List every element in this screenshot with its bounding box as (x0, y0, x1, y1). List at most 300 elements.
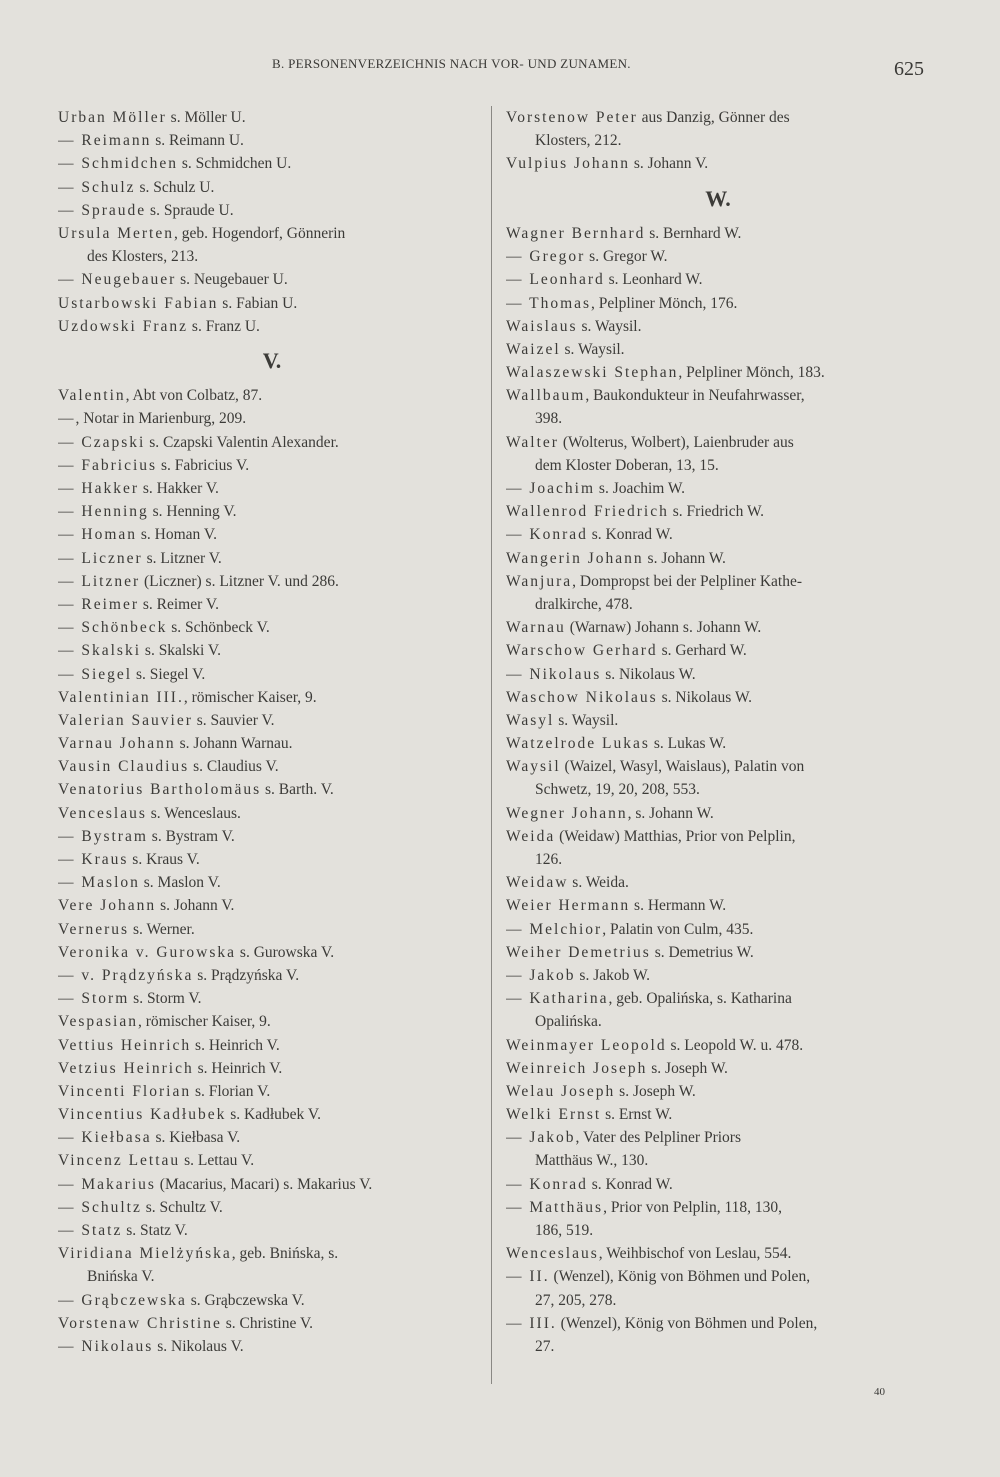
printer-signature: 40 (874, 1386, 885, 1398)
index-entry (506, 1057, 930, 1080)
entry-name: — II. (506, 1268, 550, 1286)
entry-reference: s. Konrad W. (587, 1175, 673, 1193)
index-subentry (58, 199, 486, 222)
entry-reference: s. Homan V. (137, 526, 217, 544)
index-subentry (58, 500, 486, 523)
index-entry-continuation (506, 454, 930, 477)
entry-reference: 186, 519. (535, 1222, 594, 1240)
index-entry (506, 500, 930, 523)
entry-name: Wallenrod Friedrich (506, 503, 669, 521)
entry-name: — Bystram (58, 827, 148, 845)
index-entry (58, 686, 486, 709)
entry-name: — Schönbeck (58, 619, 168, 637)
index-subentry (58, 129, 486, 152)
entry-reference: s. Nikolaus V. (153, 1337, 244, 1355)
entry-reference: Klosters, 212. (535, 132, 622, 150)
index-entry (506, 152, 930, 175)
right-column (506, 106, 930, 1358)
entry-name: Warnau (506, 619, 566, 637)
entry-reference: s. Reimer V. (139, 595, 219, 613)
entry-reference: s. Joseph W. (647, 1059, 728, 1077)
index-subentry (58, 454, 486, 477)
entry-reference: Matthäus W., 130. (535, 1152, 649, 1170)
index-entry (506, 639, 930, 662)
entry-reference: 126. (535, 851, 563, 869)
entry-reference: , Palatin von Culm, 435. (602, 920, 754, 938)
entry-reference: (Liczner) s. Litzner V. und 286. (140, 572, 339, 590)
entry-reference: s. Schulz U. (135, 178, 215, 196)
entry-name: — III. (506, 1314, 557, 1332)
entry-name: — Jakob (506, 966, 576, 984)
index-entry (506, 1034, 930, 1057)
entry-reference: , Vater des Pelpliner Priors (575, 1129, 741, 1147)
entry-name: — Nikolaus (506, 665, 602, 683)
entry-name: Wegner Johann (506, 804, 628, 822)
entry-name: Valentinian III. (58, 688, 184, 706)
index-subentry (58, 964, 486, 987)
entry-reference: s. Statz V. (122, 1222, 188, 1240)
index-entry (58, 1080, 486, 1103)
entry-reference: s. Gerhard W. (657, 642, 747, 660)
index-entry (58, 732, 486, 755)
entry-reference: s. Waysil. (554, 711, 619, 729)
index-entry (506, 570, 930, 593)
entry-name: Welau Joseph (506, 1082, 616, 1100)
entry-name: — Reimann (58, 132, 152, 150)
index-entry-continuation (58, 245, 486, 268)
index-subentry (58, 663, 486, 686)
index-entry (506, 547, 930, 570)
entry-name: — Melchior (506, 920, 603, 938)
entry-reference: , Pelpliner Mönch, 183. (678, 364, 825, 382)
entry-name: Weinreich Joseph (506, 1059, 648, 1077)
index-entry (58, 1149, 486, 1172)
index-entry (506, 686, 930, 709)
index-subentry (58, 848, 486, 871)
index-entry (58, 292, 486, 315)
entry-reference: , Abt von Colbatz, 87. (125, 387, 263, 405)
entry-name: Vausin Claudius (58, 758, 190, 776)
entry-reference: s. Joseph W. (615, 1082, 696, 1100)
entry-name: — Nikolaus (58, 1337, 154, 1355)
entry-name: Varnau Johann (58, 735, 176, 753)
entry-reference: s. Weida. (568, 874, 629, 892)
entry-name: Vorstenow Peter (506, 109, 638, 126)
entry-name: Waschow Nikolaus (506, 688, 658, 706)
index-entry (506, 338, 930, 361)
entry-reference: s. Leopold W. u. 478. (666, 1036, 804, 1054)
entry-reference: s. Konrad W. (587, 526, 673, 544)
entry-name: Walaszewski Stephan (506, 364, 679, 382)
entry-name: Vernerus (58, 920, 130, 938)
index-subentry (506, 268, 930, 291)
entry-reference: 27, 205, 278. (535, 1291, 617, 1309)
entry-reference: , Baukondukteur in Neufahrwasser, (585, 387, 805, 405)
entry-reference: s. Schultz V. (141, 1198, 223, 1216)
entry-name: Vetzius Heinrich (58, 1059, 194, 1077)
entry-name: Venceslaus (58, 804, 147, 822)
index-entry (58, 384, 486, 407)
entry-name: Valerian Sauvier (58, 711, 193, 729)
entry-name: — Homan (58, 526, 138, 544)
entry-reference: (Macarius, Macari) s. Makarius V. (155, 1175, 373, 1193)
entry-name: Weier Hermann (506, 897, 631, 915)
entry-name: Valentin (58, 387, 126, 405)
index-entry-continuation (506, 407, 930, 430)
index-subentry (506, 1265, 930, 1288)
entry-name: — Maslon (58, 874, 140, 892)
entry-name: Warschow Gerhard (506, 642, 658, 660)
index-subentry (506, 1312, 930, 1335)
entry-name: Vincenz Lettau (58, 1152, 181, 1170)
entry-name: — Konrad (506, 1175, 588, 1193)
index-subentry (58, 1196, 486, 1219)
entry-name: Uzdowski Franz (58, 317, 189, 335)
entry-reference: s. Hakker V. (139, 480, 219, 498)
entry-name: — Kiełbasa (58, 1129, 152, 1147)
index-entry-continuation (506, 1219, 930, 1242)
entry-reference: s. Reimann U. (151, 132, 244, 150)
index-subentry (58, 477, 486, 500)
entry-reference: s. Demetrius W. (650, 943, 754, 961)
entry-reference: s. Wenceslaus. (146, 804, 241, 822)
entry-reference: s. Gurowska V. (236, 943, 335, 961)
entry-name: — Siegel (58, 665, 133, 683)
index-subentry (506, 1196, 930, 1219)
index-entry (58, 106, 486, 129)
entry-name: Urban Möller (58, 109, 167, 126)
entry-reference: s. Schönbeck V. (167, 619, 270, 637)
entry-reference: s. Johann W. (643, 549, 726, 567)
index-entry (58, 802, 486, 825)
entry-reference: 398. (535, 410, 563, 428)
index-entry (506, 361, 930, 384)
entry-name: Vincentius Kadłubek (58, 1106, 227, 1124)
index-entry (58, 1103, 486, 1126)
entry-name: Vincenti Florian (58, 1082, 192, 1100)
entry-name: — Grąbczewska (58, 1291, 187, 1309)
entry-reference: s. Skalski V. (141, 642, 221, 660)
entry-reference: (Warnaw) Johann s. Johann W. (565, 619, 762, 637)
index-subentry (58, 1173, 486, 1196)
entry-name: Watzelrode Lukas (506, 735, 650, 753)
entry-reference: s. Schmidchen U. (178, 155, 292, 173)
page-number: 625 (894, 58, 924, 80)
entry-name: — Neugebauer (58, 271, 177, 289)
entry-reference: s. Jakob W. (575, 966, 651, 984)
index-subentry (58, 152, 486, 175)
entry-reference: s. Nikolaus W. (657, 688, 753, 706)
entry-name: Weida (506, 827, 556, 845)
index-entry-continuation (506, 129, 930, 152)
index-subentry (58, 407, 486, 430)
index-subentry (506, 987, 930, 1010)
index-subentry (506, 964, 930, 987)
entry-reference: , Weihbischof von Leslau, 554. (598, 1245, 792, 1263)
index-entry (58, 709, 486, 732)
entry-name: Waizel (506, 340, 561, 358)
entry-reference: (Weidaw) Matthias, Prior von Pelplin, (555, 827, 796, 845)
entry-name: — Statz (58, 1222, 123, 1240)
entry-reference: s. Bernhard W. (645, 224, 742, 242)
index-subentry (58, 987, 486, 1010)
entry-name: — Fabricius (58, 456, 158, 474)
section-letter: W. (705, 185, 731, 211)
entry-reference: s. Johann V. (156, 897, 235, 915)
entry-reference: s. Sauvier V. (192, 711, 275, 729)
entry-name: — Gregor (506, 248, 586, 266)
index-entry-continuation (506, 1010, 930, 1033)
entry-reference: Schwetz, 19, 20, 208, 553. (535, 781, 700, 799)
entry-name: Wangerin Johann (506, 549, 644, 567)
index-entry (58, 778, 486, 801)
entry-name: — Leonhard (506, 271, 605, 289)
entry-name: — Schmidchen (58, 155, 178, 173)
index-subentry (506, 1126, 930, 1149)
entry-name: — Reimer (58, 595, 139, 613)
entry-reference: dem Kloster Doberan, 13, 15. (535, 456, 719, 474)
index-entry (506, 1103, 930, 1126)
entry-name: — Hakker (58, 480, 139, 498)
entry-reference: s. Fabian U. (218, 294, 298, 312)
entry-reference: , Dompropst bei der Pelpliner Kathe- (572, 572, 802, 590)
left-column (58, 106, 486, 1358)
entry-name: Weiher Demetrius (506, 943, 651, 961)
entry-name: — Thomas (506, 294, 592, 312)
entry-reference: s. Johann Warnau. (175, 735, 293, 753)
index-subentry (506, 918, 930, 941)
index-subentry (506, 477, 930, 500)
entry-reference: s. Franz U. (188, 317, 260, 335)
entry-reference: , geb. Hogendorf, Gönnerin (173, 224, 346, 242)
entry-name: Wenceslaus (506, 1245, 599, 1263)
entry-reference: s. Joachim W. (595, 480, 686, 498)
entry-name: — Spraude (58, 201, 147, 219)
entry-reference: s. Bystram V. (147, 827, 235, 845)
index-entry-continuation (506, 848, 930, 871)
index-subentry (58, 570, 486, 593)
index-entry (506, 106, 930, 129)
index-entry (506, 315, 930, 338)
entry-name: — Joachim (506, 480, 596, 498)
entry-name: Wasyl (506, 711, 555, 729)
entry-reference: s. Möller U. (166, 109, 246, 126)
index-subentry (58, 871, 486, 894)
entry-reference: s. Waysil. (577, 317, 642, 335)
entry-name: Vorstenaw Christine (58, 1314, 222, 1332)
index-subentry (58, 1335, 486, 1358)
index-entry (506, 825, 930, 848)
entry-name: Viridiana Mielżyńska (58, 1245, 232, 1263)
entry-name: — Schulz (58, 178, 136, 196)
entry-reference: s. Leonhard W. (604, 271, 703, 289)
index-entry (58, 941, 486, 964)
section-letter: V. (262, 347, 282, 373)
entry-reference: 27. (535, 1337, 555, 1355)
entry-reference: s. Gregor W. (585, 248, 668, 266)
entry-reference: Bnińska V. (87, 1268, 155, 1286)
entry-reference: s. Barth. V. (261, 781, 334, 799)
index-subentry (506, 663, 930, 686)
index-subentry (58, 176, 486, 199)
entry-reference: des Klosters, 213. (87, 248, 199, 266)
entry-reference: s. Henning V. (148, 503, 237, 521)
section-heading (506, 176, 930, 222)
entry-name: Walter (506, 433, 559, 451)
entry-name: — Matthäus (506, 1198, 604, 1216)
entry-reference: aus Danzig, Gönner des (637, 109, 790, 126)
index-subentry (58, 523, 486, 546)
entry-name: Venatorius Bartholomäus (58, 781, 262, 799)
entry-reference: (Waizel, Wasyl, Waislaus), Palatin von (560, 758, 805, 776)
entry-name: — Liczner (58, 549, 143, 567)
entry-reference: s. Nikolaus W. (601, 665, 696, 683)
entry-name: — Jakob (506, 1129, 576, 1147)
index-entry (58, 894, 486, 917)
index-subentry (58, 639, 486, 662)
index-entry (506, 431, 930, 454)
entry-name: Waislaus (506, 317, 578, 335)
entry-reference: , geb. Opalińska, s. Katharina (608, 990, 792, 1008)
entry-reference: , römischer Kaiser, 9. (183, 688, 317, 706)
entry-name: — (58, 410, 76, 428)
entry-reference: , geb. Bnińska, s. (231, 1245, 339, 1263)
entry-reference: (Wenzel), König von Böhmen und Polen, (549, 1268, 811, 1286)
entry-reference: dralkirche, 478. (535, 595, 633, 613)
entry-reference: , s. Johann W. (627, 804, 714, 822)
index-subentry (58, 593, 486, 616)
entry-name: — Makarius (58, 1175, 156, 1193)
entry-name: — Konrad (506, 526, 588, 544)
entry-reference: s. Prądzyńska V. (193, 966, 300, 984)
entry-reference: , römischer Kaiser, 9. (138, 1013, 271, 1031)
index-subentry (58, 1219, 486, 1242)
entry-name: Veronika v. Gurowska (58, 943, 237, 961)
index-entry (58, 1010, 486, 1033)
index-subentry (58, 431, 486, 454)
entry-reference: s. Storm V. (129, 990, 202, 1008)
entry-name: — Henning (58, 503, 149, 521)
entry-name: Vere Johann (58, 897, 157, 915)
entry-reference: s. Kadłubek V. (226, 1106, 321, 1124)
index-subentry (506, 523, 930, 546)
index-entry (506, 802, 930, 825)
entry-name: Waysil (506, 758, 561, 776)
entry-reference: s. Maslon V. (139, 874, 221, 892)
entry-name: Vulpius Johann (506, 155, 630, 173)
index-entry (58, 1034, 486, 1057)
entry-name: Weinmayer Leopold (506, 1036, 667, 1054)
entry-reference: s. Litzner V. (142, 549, 222, 567)
entry-name: — v. Prądzyńska (58, 966, 194, 984)
entry-reference: s. Claudius V. (189, 758, 279, 776)
entry-name: — Storm (58, 990, 130, 1008)
entry-reference: s. Friedrich W. (668, 503, 765, 521)
entry-name: — Katharina (506, 990, 609, 1008)
entry-reference: s. Neugebauer U. (176, 271, 288, 289)
entry-reference: (Wenzel), König von Böhmen und Polen, (556, 1314, 818, 1332)
index-entry (506, 755, 930, 778)
entry-name: — Kraus (58, 851, 129, 869)
index-entry-continuation (506, 1335, 930, 1358)
index-entry (506, 1080, 930, 1103)
entry-reference: (Wolterus, Wolbert), Laienbruder aus (558, 433, 794, 451)
entry-reference: s. Christine V. (221, 1314, 314, 1332)
index-entry (58, 315, 486, 338)
index-entry (506, 941, 930, 964)
entry-reference: s. Florian V. (191, 1082, 271, 1100)
entry-reference: s. Hermann W. (630, 897, 727, 915)
index-subentry (58, 1126, 486, 1149)
index-entry (506, 1242, 930, 1265)
index-subentry (506, 245, 930, 268)
index-entry (58, 755, 486, 778)
index-entry (506, 616, 930, 639)
running-head: B. PERSONENVERZEICHNIS NACH VOR- UND ZUNAMEN. (272, 56, 631, 71)
index-subentry (58, 268, 486, 291)
entry-name: Weidaw (506, 874, 569, 892)
entry-name: Wallbaum (506, 387, 586, 405)
entry-reference: Opalińska. (535, 1013, 602, 1031)
index-entry (506, 871, 930, 894)
entry-reference: s. Spraude U. (146, 201, 234, 219)
column-divider (491, 106, 492, 1384)
entry-reference: s. Ernst W. (601, 1106, 673, 1124)
index-entry (506, 222, 930, 245)
index-subentry (58, 825, 486, 848)
entry-reference: s. Werner. (129, 920, 195, 938)
entry-name: — Litzner (58, 572, 141, 590)
entry-reference: s. Johann V. (629, 155, 709, 173)
entry-reference: , Notar in Marienburg, 209. (75, 410, 247, 428)
index-entry-continuation (506, 778, 930, 801)
index-entry (58, 1242, 486, 1265)
entry-reference: s. Czapski Valentin Alexander. (145, 433, 339, 451)
entry-reference: s. Lettau V. (180, 1152, 255, 1170)
index-entry (58, 222, 486, 245)
entry-name: Ustarbowski Fabian (58, 294, 219, 312)
entry-name: Vespasian (58, 1013, 138, 1031)
index-entry (58, 1057, 486, 1080)
index-entry-continuation (58, 1265, 486, 1288)
entry-name: Ursula Merten (58, 224, 174, 242)
entry-reference: s. Heinrich V. (191, 1036, 280, 1054)
index-subentry (58, 616, 486, 639)
entry-name: Wanjura (506, 572, 573, 590)
index-entry (506, 894, 930, 917)
entry-reference: s. Siegel V. (132, 665, 206, 683)
index-entry (506, 384, 930, 407)
entry-reference: s. Fabricius V. (157, 456, 250, 474)
entry-reference: s. Kiełbasa V. (151, 1129, 241, 1147)
entry-name: Vettius Heinrich (58, 1036, 192, 1054)
index-entry (58, 1312, 486, 1335)
index-entry-continuation (506, 593, 930, 616)
entry-name: — Schultz (58, 1198, 142, 1216)
index-subentry (58, 547, 486, 570)
index-entry-continuation (506, 1289, 930, 1312)
entry-name: Welki Ernst (506, 1106, 602, 1124)
section-heading (58, 338, 486, 384)
entry-name: Wagner Bernhard (506, 224, 646, 242)
entry-reference: s. Waysil. (560, 340, 625, 358)
index-subentry (506, 1173, 930, 1196)
index-subentry (506, 292, 930, 315)
entry-reference: s. Heinrich V. (193, 1059, 283, 1077)
index-entry-continuation (506, 1149, 930, 1172)
index-subentry (58, 1289, 486, 1312)
entry-reference: s. Kraus V. (128, 851, 200, 869)
